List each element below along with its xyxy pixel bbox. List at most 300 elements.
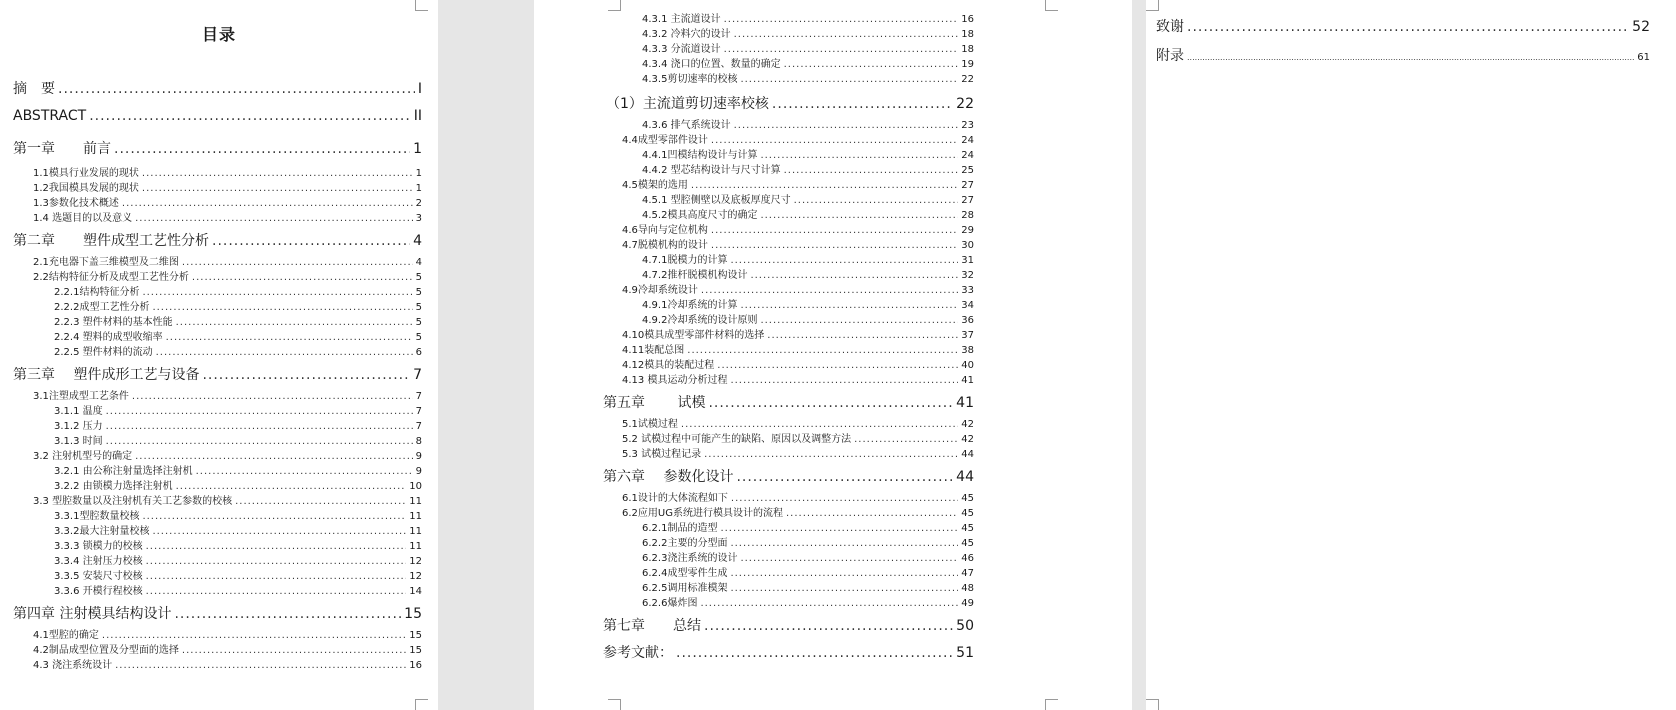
toc-dot-leader [704, 449, 958, 460]
toc-entry[interactable] [642, 564, 974, 578]
toc-dot-leader [142, 287, 412, 298]
toc-entry-title: 第六章 参数化设计 [603, 469, 734, 485]
toc-entry-page-number: 61 [1637, 52, 1650, 63]
toc-entry[interactable] [642, 519, 974, 533]
toc-entry[interactable] [54, 522, 422, 536]
toc-dot-leader [724, 44, 959, 55]
toc-entries [1146, 0, 1676, 710]
toc-entry-page-number: 46 [961, 553, 974, 564]
toc-entry[interactable] [54, 462, 422, 476]
toc-entry-page-number: 16 [961, 14, 974, 25]
toc-entry-page-number: 1 [415, 168, 422, 179]
toc-entry-page-number: 5 [415, 287, 422, 298]
toc-entry-title: 4.2制品成型位置及分型面的选择 [33, 645, 179, 656]
toc-dot-leader [142, 183, 413, 194]
toc-dot-leader [146, 556, 407, 567]
toc-dot-leader [102, 630, 406, 641]
toc-entry-title: 6.2.5调用标准模架 [642, 583, 728, 594]
toc-entry-title: 3.3 型腔数量以及注射机有关工艺参数的校核 [33, 496, 233, 507]
toc-entry-title: 6.2.4成型零件生成 [642, 568, 728, 579]
toc-entry-page-number: 22 [956, 96, 974, 112]
toc-entry-title: 4.7.2推杆脱模机构设计 [642, 270, 748, 281]
toc-entry[interactable] [603, 615, 974, 635]
toc-dot-leader [740, 300, 958, 311]
toc-dot-leader [122, 198, 413, 209]
toc-dot-leader [724, 14, 959, 25]
toc-entry-page-number: 12 [409, 556, 422, 567]
toc-dot-leader [711, 135, 958, 146]
toc-entry[interactable] [622, 176, 974, 190]
toc-entry-title: 4.4.1凹模结构设计与计算 [642, 150, 758, 161]
toc-entry-page-number: 42 [961, 419, 974, 430]
toc-entry-page-number: 42 [961, 434, 974, 445]
toc-entry-title: 2.1充电器下盖三维模型及二维图 [33, 257, 179, 268]
toc-dot-leader [760, 210, 958, 221]
toc-entry[interactable] [622, 371, 974, 385]
toc-entry-title: 6.2.3浇注系统的设计 [642, 553, 738, 564]
toc-entry[interactable] [642, 10, 974, 24]
toc-entry-title: 摘 要 [13, 81, 55, 97]
toc-entry-page-number: 11 [409, 496, 422, 507]
toc-entry[interactable] [33, 253, 422, 267]
toc-entry-page-number: 9 [415, 451, 422, 462]
toc-dot-leader [730, 583, 958, 594]
toc-entry[interactable] [33, 492, 422, 506]
toc-entry[interactable] [54, 537, 422, 551]
toc-entry-title: 6.2.2主要的分型面 [642, 538, 728, 549]
toc-entry-page-number: 10 [409, 481, 422, 492]
toc-dot-leader [730, 538, 958, 549]
toc-page-1 [0, 0, 438, 710]
toc-entry-title: 4.9.2冷却系统的设计原则 [642, 315, 758, 326]
toc-dot-leader [176, 317, 413, 328]
toc-entry-page-number: 14 [409, 586, 422, 597]
toc-entry[interactable] [13, 78, 422, 98]
toc-entries [0, 0, 438, 710]
toc-entry[interactable] [642, 594, 974, 608]
toc-entry[interactable] [622, 489, 974, 503]
toc-entry[interactable] [54, 417, 422, 431]
toc-entry-page-number: 8 [415, 436, 422, 447]
toc-dot-leader [794, 195, 959, 206]
toc-entry[interactable] [54, 313, 422, 327]
toc-entry-title: 1.3参数化技术概述 [33, 198, 119, 209]
toc-entry-page-number: 19 [961, 59, 974, 70]
toc-entry-title: ABSTRACT [13, 108, 87, 124]
toc-entry[interactable] [13, 230, 422, 250]
toc-dot-leader [196, 466, 413, 477]
toc-entry-page-number: 24 [961, 135, 974, 146]
toc-entry[interactable] [54, 283, 422, 297]
toc-entry-title: 6.2应用UG系统进行模具设计的流程 [622, 508, 783, 519]
toc-entry[interactable] [642, 40, 974, 54]
toc-entry[interactable] [54, 567, 422, 581]
toc-dot-leader [235, 496, 406, 507]
toc-entry-page-number: 18 [961, 29, 974, 40]
toc-entry[interactable] [13, 138, 422, 158]
toc-dot-leader [740, 553, 958, 564]
toc-dot-leader [681, 419, 958, 430]
toc-entry-title: 3.3.5 安装尺寸校核 [54, 571, 143, 582]
toc-entry-title: 3.1.3 时间 [54, 436, 103, 447]
toc-entry-page-number: II [413, 108, 422, 124]
toc-dot-leader [58, 81, 415, 97]
toc-entry[interactable] [622, 221, 974, 235]
toc-dot-leader [700, 598, 958, 609]
toc-entry-page-number: 1 [413, 141, 422, 157]
toc-dot-leader [704, 618, 953, 634]
toc-entry-page-number: 5 [415, 272, 422, 283]
toc-dot-leader [132, 391, 413, 402]
toc-entry-title: 6.2.1制品的造型 [642, 523, 718, 534]
toc-entry[interactable] [642, 266, 974, 280]
toc-entry-title: 第三章 塑件成形工艺与设备 [13, 367, 200, 383]
toc-entry[interactable] [606, 93, 974, 113]
toc-entry-page-number: 48 [961, 583, 974, 594]
toc-entry-title: 4.13 模具运动分析过程 [622, 375, 728, 386]
toc-entry-title: 2.2.5 塑件材料的流动 [54, 347, 153, 358]
toc-entry[interactable] [642, 251, 974, 265]
toc-entry-title: 3.3.6 开模行程校核 [54, 586, 143, 597]
toc-entry[interactable] [642, 549, 974, 563]
toc-entry-title: 第二章 塑件成型工艺性分析 [13, 233, 209, 249]
toc-entry-title: 3.3.3 锁模力的校核 [54, 541, 143, 552]
toc-entry-page-number: 40 [961, 360, 974, 371]
toc-entry-title: 第五章 试模 [603, 395, 706, 411]
toc-entry-title: 3.3.2最大注射量校核 [54, 526, 150, 537]
toc-dot-leader [730, 375, 958, 386]
crop-mark [415, 0, 428, 11]
toc-entry-page-number: 28 [961, 210, 974, 221]
toc-dot-leader [146, 571, 407, 582]
toc-dot-leader [106, 421, 413, 432]
toc-dot-leader [152, 526, 406, 537]
toc-entry[interactable] [622, 341, 974, 355]
toc-entry-title: 2.2.1结构特征分析 [54, 287, 140, 298]
toc-entry-title: 第七章 总结 [603, 618, 701, 634]
toc-entry-page-number: 27 [961, 180, 974, 191]
toc-entry-title: 3.2 注射机型号的确定 [33, 451, 133, 462]
toc-entry-page-number: 30 [961, 240, 974, 251]
toc-entry[interactable] [33, 387, 422, 401]
toc-entry-title: 2.2.3 塑件材料的基本性能 [54, 317, 173, 328]
toc-dot-leader [784, 59, 959, 70]
toc-entry-title: 1.2我国模具发展的现状 [33, 183, 139, 194]
toc-entry-page-number: 36 [961, 315, 974, 326]
toc-entry-title: 2.2.4 塑料的成型收缩率 [54, 332, 163, 343]
toc-entry-page-number: 45 [961, 508, 974, 519]
toc-entry-page-number: 52 [1632, 19, 1650, 35]
toc-dot-leader [89, 108, 411, 124]
toc-entry-title: 5.3 试模过程记录 [622, 449, 702, 460]
toc-entry-page-number: 5 [415, 317, 422, 328]
toc-entry-title: 4.3.1 主流道设计 [642, 14, 721, 25]
toc-dot-leader [760, 315, 958, 326]
toc-dot-leader [174, 606, 401, 622]
toc-dot-leader [152, 302, 412, 313]
toc-entry-page-number: 29 [961, 225, 974, 236]
toc-dot-leader [854, 434, 958, 445]
toc-entry-title: 1.1模具行业发展的现状 [33, 168, 139, 179]
toc-entry[interactable] [622, 236, 974, 250]
toc-entry-title: 4.9冷却系统设计 [622, 285, 698, 296]
toc-entry[interactable] [622, 281, 974, 295]
toc-entry-page-number: 16 [409, 660, 422, 671]
toc-entry-page-number: 27 [961, 195, 974, 206]
toc-dot-leader [708, 395, 953, 411]
toc-entry-page-number: 5 [415, 302, 422, 313]
toc-entry-title: 4.5.2模具高度尺寸的确定 [642, 210, 758, 221]
toc-entry-title: 3.1注塑成型工艺条件 [33, 391, 129, 402]
toc-entry-page-number: 2 [415, 198, 422, 209]
toc-entry[interactable] [622, 430, 974, 444]
toc-entry[interactable] [33, 641, 422, 655]
toc-entry[interactable] [33, 194, 422, 208]
toc-dot-leader [142, 168, 413, 179]
toc-entry[interactable] [622, 445, 974, 459]
toc-entry-title: 4.4.2 型芯结构设计与尺寸计算 [642, 165, 781, 176]
toc-dot-leader [687, 345, 958, 356]
crop-mark [608, 699, 621, 710]
toc-dot-leader [192, 272, 413, 283]
toc-entry-title: 4.3 浇注系统设计 [33, 660, 113, 671]
toc-entry-page-number: I [417, 81, 422, 97]
toc-entry-page-number: 6 [415, 347, 422, 358]
toc-entry-page-number: 22 [961, 74, 974, 85]
toc-dot-leader [730, 255, 958, 266]
toc-entry[interactable] [622, 415, 974, 429]
toc-entry[interactable] [54, 432, 422, 446]
toc-entry-page-number: 45 [961, 523, 974, 534]
toc-entry[interactable] [33, 209, 422, 223]
toc-page-3 [1146, 0, 1676, 710]
toc-entry[interactable] [642, 534, 974, 548]
toc-entry[interactable] [33, 179, 422, 193]
crop-mark [1045, 699, 1058, 710]
toc-dot-leader [146, 541, 407, 552]
toc-dot-leader [166, 332, 413, 343]
toc-entry-title: 4.1型腔的确定 [33, 630, 99, 641]
toc-entry[interactable] [13, 108, 422, 128]
toc-entry[interactable] [13, 364, 422, 384]
toc-entry-page-number: 7 [413, 367, 422, 383]
toc-entry-page-number: 4 [415, 257, 422, 268]
crop-mark [415, 699, 428, 710]
toc-entry-title: 4.6导向与定位机构 [622, 225, 708, 236]
toc-entry-page-number: 33 [961, 285, 974, 296]
toc-entry-page-number: 44 [956, 469, 974, 485]
toc-entry-page-number: 18 [961, 44, 974, 55]
toc-entry-title: 3.1.2 压力 [54, 421, 103, 432]
toc-entry-title: 4.11装配总图 [622, 345, 685, 356]
toc-entries [534, 0, 1132, 710]
toc-entry-title: 4.4成型零部件设计 [622, 135, 708, 146]
toc-entry[interactable] [54, 298, 422, 312]
toc-entry-page-number: 25 [961, 165, 974, 176]
toc-entry-title: 4.5模架的选用 [622, 180, 688, 191]
toc-dot-leader [106, 436, 413, 447]
toc-entry-title: 附录 [1156, 48, 1184, 64]
toc-entry-title: 4.3.4 浇口的位置、数量的确定 [642, 59, 781, 70]
toc-entry-title: 2.2.2成型工艺性分析 [54, 302, 150, 313]
toc-dot-leader [711, 240, 958, 251]
toc-entry-page-number: 11 [409, 526, 422, 537]
toc-entry-page-number: 37 [961, 330, 974, 341]
toc-entry-page-number: 7 [415, 391, 422, 402]
toc-entry-title: 4.7.1脱模力的计算 [642, 255, 728, 266]
toc-dot-leader [750, 270, 958, 281]
toc-entry[interactable] [33, 268, 422, 282]
toc-entry[interactable] [642, 161, 974, 175]
toc-entry-page-number: 51 [956, 645, 974, 661]
toc-entry[interactable] [603, 466, 974, 486]
toc-dot-leader [701, 285, 958, 296]
toc-entry[interactable] [54, 402, 422, 416]
toc-entry-page-number: 15 [404, 606, 422, 622]
toc-dot-leader [106, 406, 413, 417]
toc-entry-title: 3.2.2 由锁模力选择注射机 [54, 481, 173, 492]
toc-title: 目录 [201, 25, 236, 44]
toc-dot-leader [711, 225, 958, 236]
toc-entry-page-number: 5 [415, 332, 422, 343]
crop-mark [1045, 0, 1058, 11]
toc-entry-title: 2.2结构特征分析及成型工艺性分析 [33, 272, 189, 283]
toc-entry-page-number: 45 [961, 493, 974, 504]
toc-dot-leader [1187, 19, 1629, 35]
toc-entry-page-number: 11 [409, 541, 422, 552]
toc-entry[interactable] [642, 191, 974, 205]
toc-entry-page-number: 50 [956, 618, 974, 634]
toc-entry-page-number: 15 [409, 630, 422, 641]
toc-dot-leader [114, 141, 410, 157]
toc-entry-page-number: 23 [961, 120, 974, 131]
toc-page-2 [534, 0, 1132, 710]
toc-dot-leader [115, 660, 406, 671]
toc-entry[interactable] [642, 55, 974, 69]
crop-mark [1146, 0, 1159, 11]
toc-dot-leader [734, 120, 959, 131]
toc-dot-leader [772, 96, 953, 112]
toc-entry-page-number: 24 [961, 150, 974, 161]
toc-entry[interactable] [622, 131, 974, 145]
toc-entry[interactable] [54, 477, 422, 491]
toc-dot-leader [767, 330, 958, 341]
toc-dot-leader [734, 29, 959, 40]
toc-entry-title: 4.9.1冷却系统的计算 [642, 300, 738, 311]
toc-entry[interactable] [622, 504, 974, 518]
toc-entry-title: 4.3.6 排气系统设计 [642, 120, 731, 131]
toc-dot-leader [182, 645, 406, 656]
toc-dot-leader [176, 481, 407, 492]
toc-entry-page-number: 38 [961, 345, 974, 356]
toc-entry[interactable] [603, 392, 974, 412]
toc-dot-leader [1187, 53, 1634, 62]
toc-entry-title: 4.10模具成型零部件材料的选择 [622, 330, 765, 341]
toc-entry-page-number: 41 [961, 375, 974, 386]
toc-entry-title: 5.2 试模过程中可能产生的缺陷、原因以及调整方法 [622, 434, 852, 445]
toc-entry-title: 4.12模具的装配过程 [622, 360, 715, 371]
toc-entry-page-number: 12 [409, 571, 422, 582]
toc-entry[interactable] [622, 326, 974, 340]
toc-entry-title: 3.3.1型腔数量校核 [54, 511, 140, 522]
toc-entry[interactable] [642, 116, 974, 130]
toc-entry-title: 4.3.3 分流道设计 [642, 44, 721, 55]
toc-entry[interactable] [13, 603, 422, 623]
toc-entry-page-number: 11 [409, 511, 422, 522]
toc-entry[interactable] [642, 70, 974, 84]
toc-dot-leader [784, 165, 959, 176]
toc-entry-title: 6.1设计的大体流程如下 [622, 493, 728, 504]
toc-dot-leader [135, 451, 413, 462]
toc-dot-leader [720, 523, 958, 534]
toc-dot-leader [717, 360, 958, 371]
toc-entry[interactable] [54, 582, 422, 596]
toc-entry[interactable] [54, 552, 422, 566]
toc-entry[interactable] [54, 343, 422, 357]
toc-entry-title: 1.4 选题目的以及意义 [33, 213, 133, 224]
toc-entry-page-number: 4 [413, 233, 422, 249]
toc-entry[interactable] [642, 25, 974, 39]
toc-entry[interactable] [33, 626, 422, 640]
toc-dot-leader [730, 568, 958, 579]
toc-entry[interactable] [642, 579, 974, 593]
toc-entry-title: 4.3.5剪切速率的校核 [642, 74, 738, 85]
toc-entry[interactable] [603, 642, 974, 662]
toc-entry-title: 3.1.1 温度 [54, 406, 103, 417]
toc-entry-page-number: 7 [415, 406, 422, 417]
toc-entry-title: 第四章 注射模具结构设计 [13, 606, 172, 622]
toc-entry[interactable] [33, 164, 422, 178]
toc-dot-leader [731, 493, 958, 504]
toc-entry-title: 4.7脱模机构的设计 [622, 240, 708, 251]
toc-dot-leader [740, 74, 958, 85]
toc-dot-leader [135, 213, 413, 224]
toc-dot-leader [676, 645, 953, 661]
toc-entry-title: 第一章 前言 [13, 141, 111, 157]
toc-dot-leader [691, 180, 958, 191]
toc-entry-page-number: 7 [415, 421, 422, 432]
toc-entry[interactable] [642, 146, 974, 160]
toc-entry-title: 3.2.1 由公称注射量选择注射机 [54, 466, 193, 477]
crop-mark [1146, 699, 1159, 710]
toc-entry[interactable] [33, 447, 422, 461]
toc-entry-title: 6.2.6爆炸图 [642, 598, 698, 609]
toc-entry[interactable] [642, 206, 974, 220]
toc-entry[interactable] [1156, 16, 1650, 36]
toc-entry[interactable] [1156, 45, 1650, 65]
toc-dot-leader [760, 150, 958, 161]
toc-entry-title: 4.5.1 型腔侧壁以及底板厚度尺寸 [642, 195, 791, 206]
toc-entry-page-number: 47 [961, 568, 974, 579]
toc-entry[interactable] [642, 311, 974, 325]
toc-entry[interactable] [642, 296, 974, 310]
toc-entry-title: 3.3.4 注射压力校核 [54, 556, 143, 567]
toc-entry-page-number: 44 [961, 449, 974, 460]
toc-entry-page-number: 3 [415, 213, 422, 224]
toc-entry-title: 5.1试模过程 [622, 419, 678, 430]
toc-entry[interactable] [33, 656, 422, 670]
toc-entry[interactable] [622, 356, 974, 370]
toc-entry-page-number: 9 [415, 466, 422, 477]
toc-entry[interactable] [54, 328, 422, 342]
toc-dot-leader [736, 469, 953, 485]
crop-mark [608, 0, 621, 11]
toc-dot-leader [182, 257, 413, 268]
toc-entry-page-number: 32 [961, 270, 974, 281]
toc-dot-leader [202, 367, 410, 383]
toc-entry[interactable] [54, 507, 422, 521]
toc-entry-page-number: 31 [961, 255, 974, 266]
